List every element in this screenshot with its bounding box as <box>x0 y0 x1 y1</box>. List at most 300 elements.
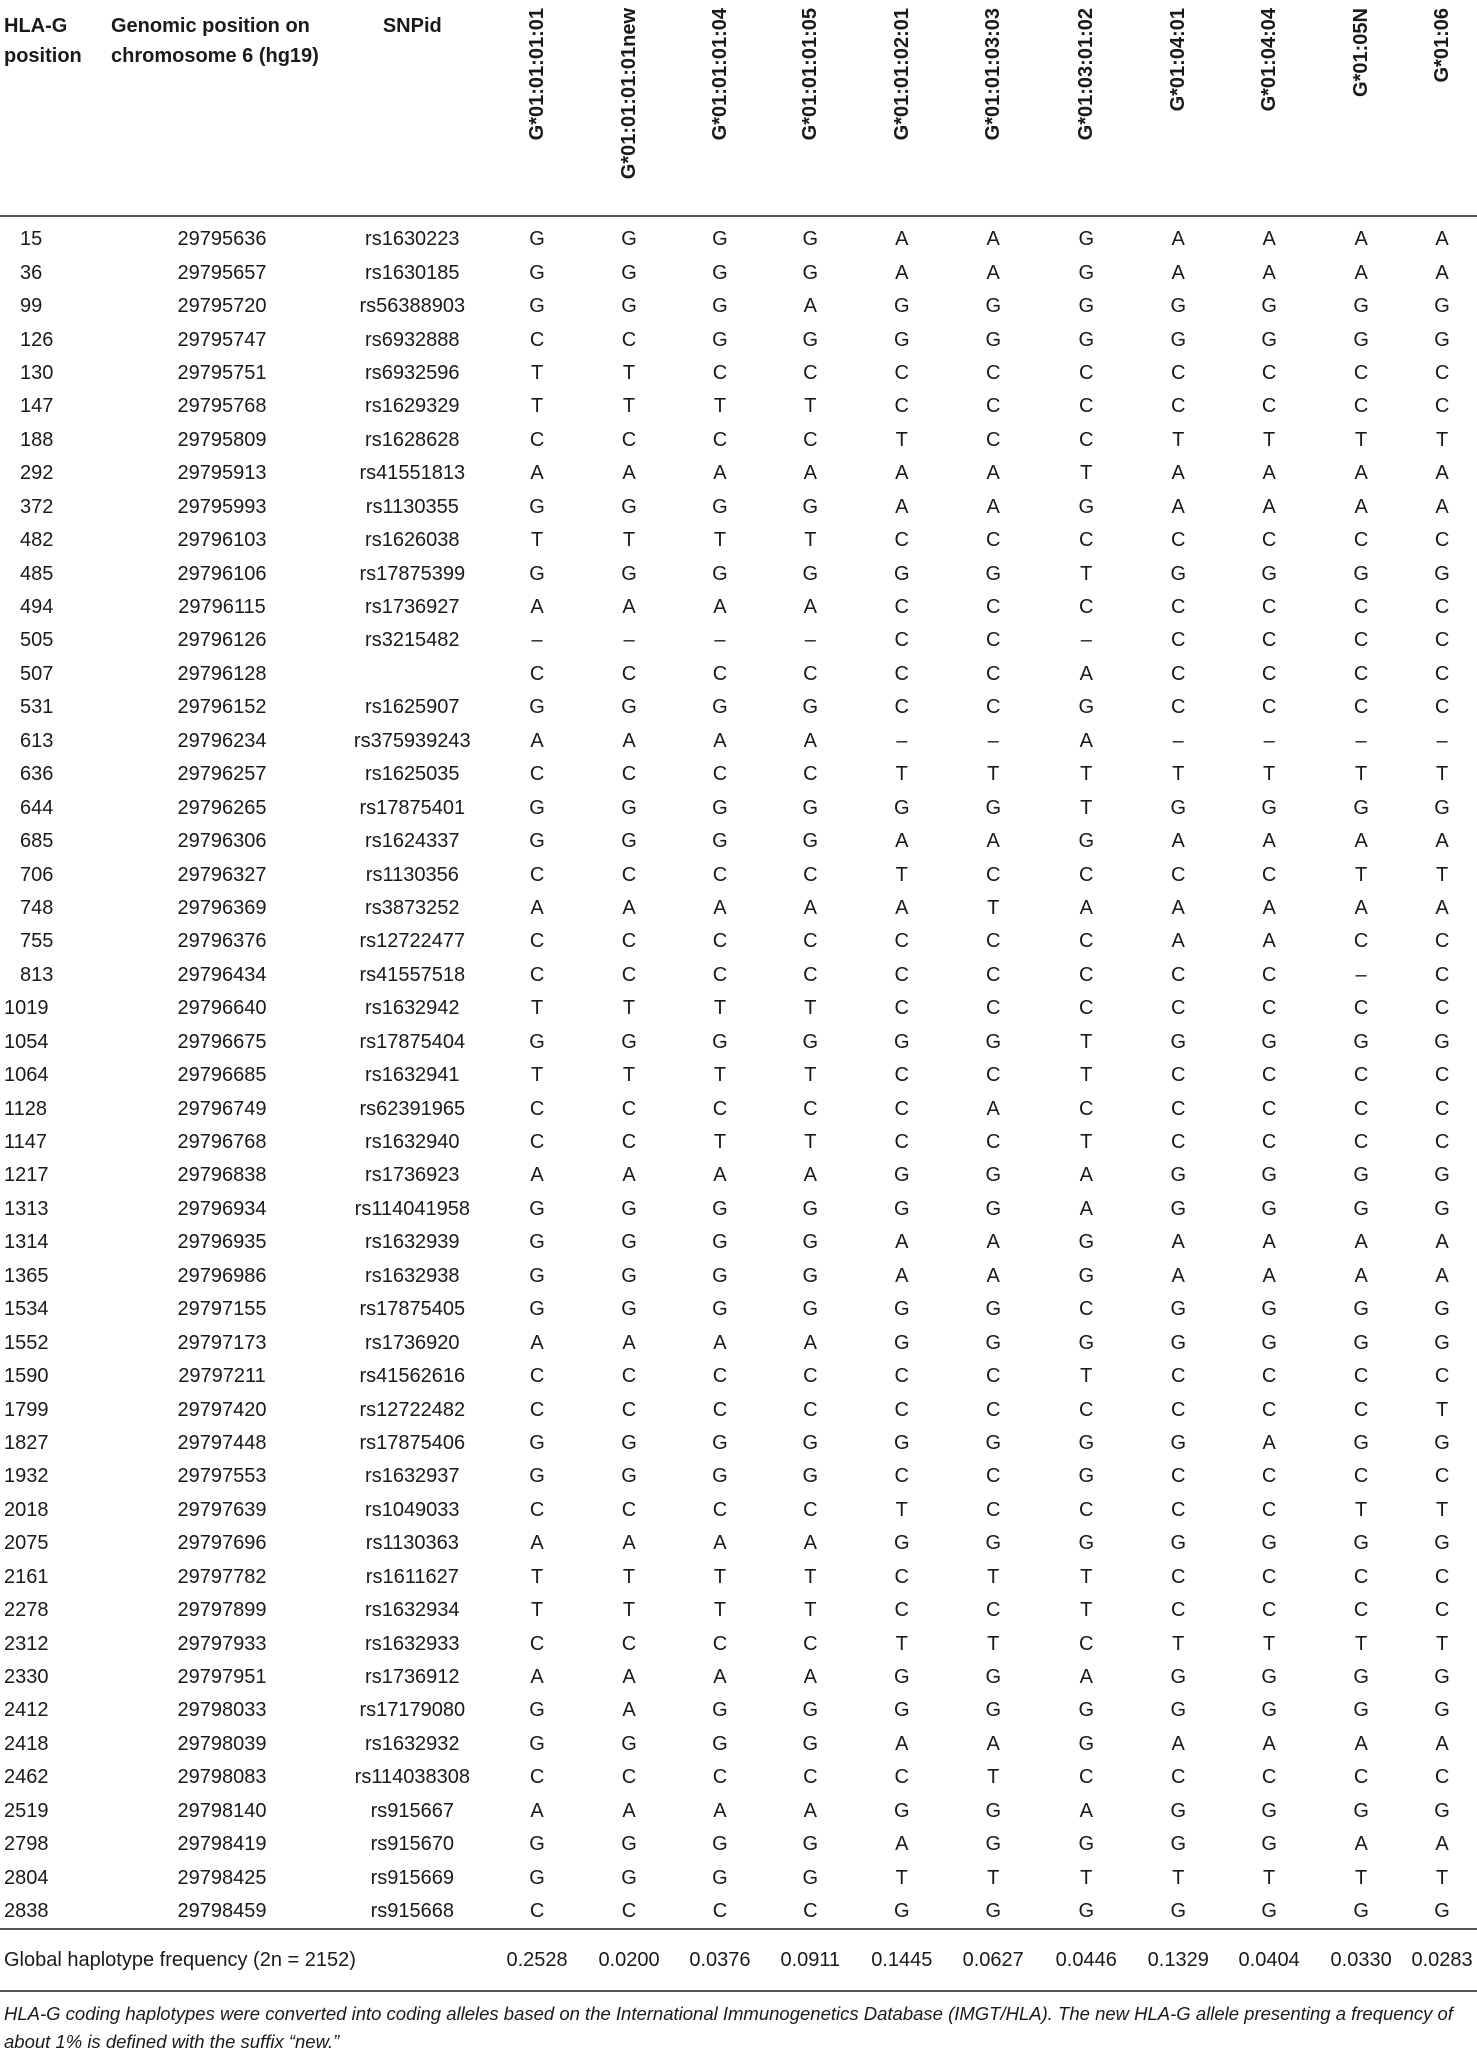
cell-allele-base: G <box>1078 830 1095 853</box>
cell-allele-base: – <box>1080 629 1092 652</box>
cell-allele-base: T <box>1435 1498 1449 1521</box>
cell-allele-base: A <box>1079 1666 1093 1689</box>
cell-allele-base: G <box>893 1900 910 1923</box>
cell-allele-base: C <box>1261 395 1277 418</box>
cell-allele-base: G <box>1261 1331 1277 1354</box>
cell-allele-base: C <box>1353 1398 1369 1421</box>
cell-allele-base: C <box>621 1398 637 1421</box>
cell-allele-base: C <box>621 1900 637 1923</box>
cell-allele-base: C <box>1079 963 1094 986</box>
cell-allele-base: C <box>894 529 909 552</box>
cell-allele-base: A <box>803 1164 817 1187</box>
cell-genomic-position: 29797899 <box>177 1599 267 1622</box>
cell-allele-base: G <box>985 1197 1001 1220</box>
cell-allele-base: T <box>804 529 817 552</box>
table-row <box>0 1627 1477 1660</box>
cell-allele-base: G <box>1170 1532 1186 1555</box>
cell-allele-base: G <box>712 796 728 819</box>
cell-allele-base: T <box>713 529 727 552</box>
cell-allele-base: C <box>1261 1131 1277 1154</box>
frequency-value: 0.0627 <box>962 1948 1024 1971</box>
cell-allele-base: G <box>1078 261 1095 284</box>
cell-allele-base: G <box>529 796 545 819</box>
allele-label: G*01:01:03:03 <box>982 8 1005 141</box>
cell-allele-base: G <box>1170 1030 1186 1053</box>
cell-allele-base: G <box>1434 1900 1450 1923</box>
cell-hla-g-position: 2412 <box>4 1699 49 1722</box>
cell-allele-base: C <box>1261 629 1277 652</box>
table-row <box>0 1026 1477 1059</box>
cell-allele-base: A <box>803 462 817 485</box>
cell-allele-base: C <box>712 1498 728 1521</box>
cell-allele-base: A <box>622 1532 636 1555</box>
cell-allele-base: – <box>1355 963 1367 986</box>
cell-allele-base: G <box>712 228 728 251</box>
cell-hla-g-position: 2075 <box>4 1532 49 1555</box>
table-row <box>0 892 1477 925</box>
cell-genomic-position: 29796376 <box>177 930 267 953</box>
cell-allele-base: C <box>1353 529 1369 552</box>
cell-genomic-position: 29797155 <box>177 1298 267 1321</box>
cell-allele-base: G <box>529 1732 545 1755</box>
cell-allele-base: C <box>529 930 545 953</box>
cell-allele-base: G <box>1078 1833 1095 1856</box>
frequency-value: 0.0446 <box>1055 1948 1117 1971</box>
cell-allele-base: C <box>985 1131 1001 1154</box>
cell-genomic-position: 29797420 <box>177 1398 267 1421</box>
cell-allele-base: G <box>1170 1900 1186 1923</box>
cell-allele-base: A <box>895 1264 909 1287</box>
header-allele <box>947 0 1039 216</box>
cell-allele-base: A <box>1435 261 1449 284</box>
cell-allele-base: G <box>802 495 819 518</box>
cell-allele-base: C <box>1261 1097 1277 1120</box>
cell-snpid: rs1632932 <box>365 1732 460 1755</box>
cell-allele-base: G <box>712 1699 728 1722</box>
cell-allele-base: C <box>1353 1465 1369 1488</box>
cell-allele-base: G <box>1261 1900 1277 1923</box>
cell-allele-base: C <box>1353 596 1369 619</box>
cell-hla-g-position: 485 <box>20 562 54 585</box>
cell-allele-base: A <box>803 1331 817 1354</box>
cell-allele-base: G <box>985 1532 1001 1555</box>
table-row <box>0 1193 1477 1226</box>
cell-snpid: rs1736927 <box>365 596 460 619</box>
cell-allele-base: G <box>802 328 819 351</box>
cell-allele-base: A <box>1262 930 1276 953</box>
cell-allele-base: T <box>1080 1030 1093 1053</box>
cell-allele-base: C <box>1434 1097 1450 1120</box>
cell-allele-base: C <box>1434 662 1450 685</box>
cell-hla-g-position: 1799 <box>4 1398 49 1421</box>
cell-allele-base: G <box>712 1732 728 1755</box>
cell-allele-base: T <box>987 896 1000 919</box>
table-row <box>0 256 1477 289</box>
cell-allele-base: G <box>802 1431 819 1454</box>
cell-allele-base: C <box>1079 1097 1094 1120</box>
cell-allele-base: C <box>803 1398 818 1421</box>
cell-genomic-position: 29796838 <box>177 1164 267 1187</box>
cell-allele-base: T <box>1080 1866 1093 1889</box>
cell-allele-base: C <box>1171 1565 1186 1588</box>
cell-hla-g-position: 748 <box>20 896 54 919</box>
cell-allele-base: T <box>804 1565 817 1588</box>
cell-hla-g-position: 755 <box>20 930 54 953</box>
cell-snpid: rs1625907 <box>365 696 460 719</box>
table-row <box>0 591 1477 624</box>
cell-allele-base: C <box>1079 997 1094 1020</box>
cell-allele-base: G <box>1078 228 1095 251</box>
table-row <box>0 491 1477 524</box>
cell-allele-base: G <box>1353 1298 1369 1321</box>
cell-allele-base: G <box>985 328 1001 351</box>
cell-allele-base: G <box>985 1900 1001 1923</box>
cell-allele-base: – <box>1436 729 1448 752</box>
cell-allele-base: T <box>804 1131 817 1154</box>
cell-allele-base: G <box>1078 1231 1095 1254</box>
cell-allele-base: C <box>1171 1599 1186 1622</box>
cell-genomic-position: 29795657 <box>177 261 267 284</box>
cell-hla-g-position: 15 <box>20 228 43 251</box>
cell-allele-base: C <box>1079 1498 1094 1521</box>
cell-allele-base: A <box>1079 896 1093 919</box>
cell-allele-base: C <box>894 1064 909 1087</box>
cell-allele-base: G <box>1078 1431 1095 1454</box>
cell-allele-base: A <box>622 896 636 919</box>
cell-allele-base: C <box>1171 1365 1186 1388</box>
table-row <box>0 1293 1477 1326</box>
cell-hla-g-position: 1217 <box>4 1164 49 1187</box>
cell-allele-base: A <box>622 729 636 752</box>
cell-allele-base: A <box>1171 1264 1185 1287</box>
cell-allele-base: G <box>1434 1331 1450 1354</box>
cell-allele-base: A <box>1079 1164 1093 1187</box>
cell-allele-base: G <box>802 1866 819 1889</box>
cell-genomic-position: 29796115 <box>178 596 266 619</box>
allele-label: G*01:03:01:02 <box>1075 8 1098 141</box>
cell-allele-base: A <box>1171 462 1185 485</box>
cell-hla-g-position: 292 <box>20 462 54 485</box>
cell-hla-g-position: 2798 <box>4 1833 49 1856</box>
cell-allele-base: C <box>1171 1498 1186 1521</box>
cell-snpid: rs1632941 <box>365 1064 460 1087</box>
table-row <box>0 457 1477 490</box>
cell-hla-g-position: 636 <box>20 763 54 786</box>
cell-allele-base: T <box>1435 428 1449 451</box>
cell-allele-base: G <box>621 1732 637 1755</box>
cell-allele-base: C <box>1434 629 1450 652</box>
cell-allele-base: A <box>713 1164 727 1187</box>
cell-allele-base: T <box>1172 1866 1185 1889</box>
cell-allele-base: T <box>1435 863 1449 886</box>
cell-snpid: rs915668 <box>370 1900 454 1923</box>
cell-allele-base: A <box>895 1833 909 1856</box>
cell-snpid: rs17179080 <box>359 1699 466 1722</box>
cell-genomic-position: 29796935 <box>177 1231 267 1254</box>
cell-allele-base: G <box>712 1465 728 1488</box>
cell-allele-base: G <box>1261 1164 1277 1187</box>
cell-snpid: rs1632939 <box>365 1231 460 1254</box>
cell-allele-base: C <box>1434 1565 1450 1588</box>
cell-allele-base: G <box>985 1833 1001 1856</box>
cell-snpid: rs1736923 <box>365 1164 460 1187</box>
cell-allele-base: C <box>1171 529 1186 552</box>
cell-allele-base: A <box>713 1799 727 1822</box>
cell-allele-base: A <box>713 1532 727 1555</box>
cell-genomic-position: 29796152 <box>177 696 267 719</box>
cell-allele-base: G <box>712 830 728 853</box>
cell-allele-base: G <box>1078 1732 1095 1755</box>
cell-allele-base: C <box>985 1465 1001 1488</box>
cell-hla-g-position: 372 <box>20 495 54 518</box>
cell-allele-base: G <box>1434 1532 1450 1555</box>
cell-allele-base: T <box>1263 763 1276 786</box>
cell-allele-base: A <box>1171 1231 1185 1254</box>
cell-allele-base: A <box>1262 462 1276 485</box>
cell-allele-base: C <box>621 328 637 351</box>
frequency-value: 0.0283 <box>1411 1948 1473 1971</box>
cell-allele-base: A <box>530 1331 544 1354</box>
cell-snpid: rs17875405 <box>359 1298 466 1321</box>
cell-allele-base: C <box>894 361 909 384</box>
cell-allele-base: G <box>1261 1699 1277 1722</box>
cell-allele-base: C <box>529 1365 545 1388</box>
cell-allele-base: G <box>1078 1699 1095 1722</box>
cell-allele-base: A <box>713 729 727 752</box>
cell-allele-base: T <box>895 1498 908 1521</box>
table-row <box>0 1092 1477 1125</box>
cell-allele-base: T <box>622 361 636 384</box>
cell-allele-base: C <box>803 662 818 685</box>
cell-allele-base: C <box>1261 1398 1277 1421</box>
cell-allele-base: A <box>803 596 817 619</box>
cell-genomic-position: 29796640 <box>177 997 267 1020</box>
cell-allele-base: G <box>1078 295 1095 318</box>
cell-allele-base: G <box>621 562 637 585</box>
cell-allele-base: T <box>530 1565 544 1588</box>
cell-allele-base: G <box>529 1465 545 1488</box>
cell-allele-base: G <box>529 1298 545 1321</box>
cell-allele-base: G <box>1353 562 1369 585</box>
cell-allele-base: C <box>894 997 909 1020</box>
cell-allele-base: G <box>802 1030 819 1053</box>
table-row <box>0 1594 1477 1627</box>
cell-allele-base: A <box>622 596 636 619</box>
cell-allele-base: G <box>893 1197 910 1220</box>
cell-allele-base: G <box>621 261 637 284</box>
cell-allele-base: G <box>529 228 545 251</box>
cell-allele-base: A <box>713 596 727 619</box>
cell-allele-base: C <box>529 863 545 886</box>
cell-allele-base: T <box>1435 1398 1449 1421</box>
cell-allele-base: C <box>712 428 728 451</box>
cell-allele-base: T <box>895 863 908 886</box>
cell-snpid: rs1629329 <box>365 395 460 418</box>
cell-allele-base: C <box>1261 1599 1277 1622</box>
cell-allele-base: T <box>1355 1632 1368 1655</box>
cell-genomic-position: 29798459 <box>177 1900 267 1923</box>
cell-allele-base: G <box>985 1699 1001 1722</box>
cell-snpid: rs17875401 <box>359 796 466 819</box>
cell-allele-base: G <box>802 696 819 719</box>
cell-allele-base: G <box>1078 1465 1095 1488</box>
table-row <box>0 216 1477 256</box>
cell-hla-g-position: 706 <box>20 863 54 886</box>
cell-allele-base: G <box>802 228 819 251</box>
cell-allele-base: C <box>529 1900 545 1923</box>
cell-allele-base: C <box>1353 696 1369 719</box>
cell-allele-base: G <box>712 1431 728 1454</box>
cell-allele-base: G <box>1170 1833 1186 1856</box>
cell-allele-base: C <box>621 428 637 451</box>
cell-genomic-position: 29796685 <box>177 1064 267 1087</box>
cell-snpid: rs56388903 <box>359 295 466 318</box>
cell-allele-base: T <box>987 1632 1000 1655</box>
cell-allele-base: G <box>1170 1298 1186 1321</box>
cell-snpid: rs6932888 <box>365 328 460 351</box>
cell-allele-base: G <box>893 295 910 318</box>
cell-hla-g-position: 147 <box>20 395 54 418</box>
cell-allele-base: G <box>1353 328 1369 351</box>
cell-allele-base: G <box>985 1799 1001 1822</box>
cell-allele-base: G <box>1170 1666 1186 1689</box>
table-row <box>0 1561 1477 1594</box>
cell-allele-base: C <box>985 1599 1001 1622</box>
cell-allele-base: C <box>529 1498 545 1521</box>
cell-allele-base: G <box>985 796 1001 819</box>
frequency-row <box>0 1929 1477 1991</box>
cell-allele-base: C <box>529 328 545 351</box>
cell-snpid: rs915669 <box>370 1866 454 1889</box>
table-row <box>0 1360 1477 1393</box>
cell-allele-base: T <box>804 997 817 1020</box>
cell-allele-base: C <box>894 1465 909 1488</box>
cell-allele-base: A <box>986 495 1000 518</box>
cell-allele-base: G <box>1434 1431 1450 1454</box>
cell-allele-base: T <box>1172 763 1185 786</box>
header-allele <box>1133 0 1223 216</box>
header-allele <box>1315 0 1407 216</box>
cell-allele-base: A <box>986 1264 1000 1287</box>
table-row <box>0 1059 1477 1092</box>
cell-allele-base: G <box>985 1164 1001 1187</box>
cell-allele-base: C <box>1353 662 1369 685</box>
cell-allele-base: C <box>1353 1766 1369 1789</box>
table-row <box>0 390 1477 423</box>
cell-allele-base: C <box>985 529 1001 552</box>
cell-allele-base: A <box>986 261 1000 284</box>
cell-allele-base: C <box>1434 1064 1450 1087</box>
cell-snpid: rs41551813 <box>359 462 466 485</box>
header-genomic-position: Genomic position on chromosome 6 (hg19) <box>111 15 319 67</box>
table-row <box>0 1795 1477 1828</box>
cell-allele-base: C <box>1171 596 1186 619</box>
cell-allele-base: T <box>1080 1131 1093 1154</box>
cell-allele-base: G <box>529 1699 545 1722</box>
cell-allele-base: T <box>622 529 636 552</box>
cell-hla-g-position: 2838 <box>4 1900 49 1923</box>
cell-allele-base: – <box>531 629 543 652</box>
header-allele <box>856 0 947 216</box>
cell-snpid: rs1626038 <box>365 529 460 552</box>
cell-allele-base: A <box>1262 830 1276 853</box>
table-row <box>0 858 1477 891</box>
cell-allele-base: C <box>803 361 818 384</box>
cell-allele-base: C <box>1261 596 1277 619</box>
cell-genomic-position: 29796103 <box>177 529 267 552</box>
cell-allele-base: G <box>1261 328 1277 351</box>
cell-allele-base: C <box>1171 395 1186 418</box>
cell-hla-g-position: 1590 <box>4 1365 49 1388</box>
cell-allele-base: C <box>712 1097 728 1120</box>
cell-allele-base: C <box>621 930 637 953</box>
cell-snpid: rs1632938 <box>365 1264 460 1287</box>
cell-genomic-position: 29796257 <box>177 763 267 786</box>
cell-allele-base: A <box>803 1799 817 1822</box>
cell-snpid: rs1130356 <box>365 863 459 886</box>
cell-allele-base: G <box>529 1231 545 1254</box>
cell-allele-base: G <box>712 261 728 284</box>
cell-allele-base: C <box>529 428 545 451</box>
cell-allele-base: – <box>1355 729 1367 752</box>
cell-allele-base: C <box>1353 1565 1369 1588</box>
table-row <box>0 1527 1477 1560</box>
cell-allele-base: A <box>622 1164 636 1187</box>
cell-snpid: rs1630223 <box>365 228 460 251</box>
cell-allele-base: C <box>621 1766 637 1789</box>
cell-allele-base: G <box>1434 295 1450 318</box>
cell-allele-base: G <box>985 1331 1001 1354</box>
cell-allele-base: A <box>1435 495 1449 518</box>
cell-allele-base: C <box>1261 1365 1277 1388</box>
frequency-value: 0.0911 <box>780 1948 841 1971</box>
cell-allele-base: T <box>895 763 908 786</box>
cell-allele-base: C <box>529 662 545 685</box>
cell-allele-base: A <box>895 495 909 518</box>
table-row <box>0 1460 1477 1493</box>
cell-allele-base: C <box>1079 1632 1094 1655</box>
cell-allele-base: A <box>1435 1833 1449 1856</box>
cell-allele-base: A <box>622 1331 636 1354</box>
cell-allele-base: C <box>803 930 818 953</box>
table-row <box>0 1494 1477 1527</box>
frequency-value: 0.0330 <box>1330 1948 1392 1971</box>
cell-allele-base: C <box>1434 395 1450 418</box>
cell-allele-base: A <box>713 462 727 485</box>
cell-genomic-position: 29796234 <box>177 729 267 752</box>
cell-genomic-position: 29797933 <box>177 1632 267 1655</box>
cell-allele-base: A <box>713 896 727 919</box>
cell-allele-base: G <box>529 1431 545 1454</box>
cell-allele-base: A <box>1354 1833 1368 1856</box>
cell-allele-base: C <box>803 1365 818 1388</box>
table-row <box>0 424 1477 457</box>
cell-allele-base: G <box>802 1732 819 1755</box>
cell-hla-g-position: 644 <box>20 796 54 819</box>
cell-allele-base: T <box>713 1131 727 1154</box>
cell-allele-base: T <box>1355 1866 1368 1889</box>
cell-genomic-position: 29795913 <box>177 462 267 485</box>
cell-allele-base: C <box>894 1599 909 1622</box>
cell-allele-base: A <box>803 896 817 919</box>
cell-allele-base: C <box>1434 529 1450 552</box>
cell-allele-base: C <box>1434 930 1450 953</box>
cell-allele-base: G <box>712 696 728 719</box>
cell-allele-base: C <box>1434 596 1450 619</box>
cell-allele-base: G <box>529 1030 545 1053</box>
table-row <box>0 1260 1477 1293</box>
table-row <box>0 1326 1477 1359</box>
